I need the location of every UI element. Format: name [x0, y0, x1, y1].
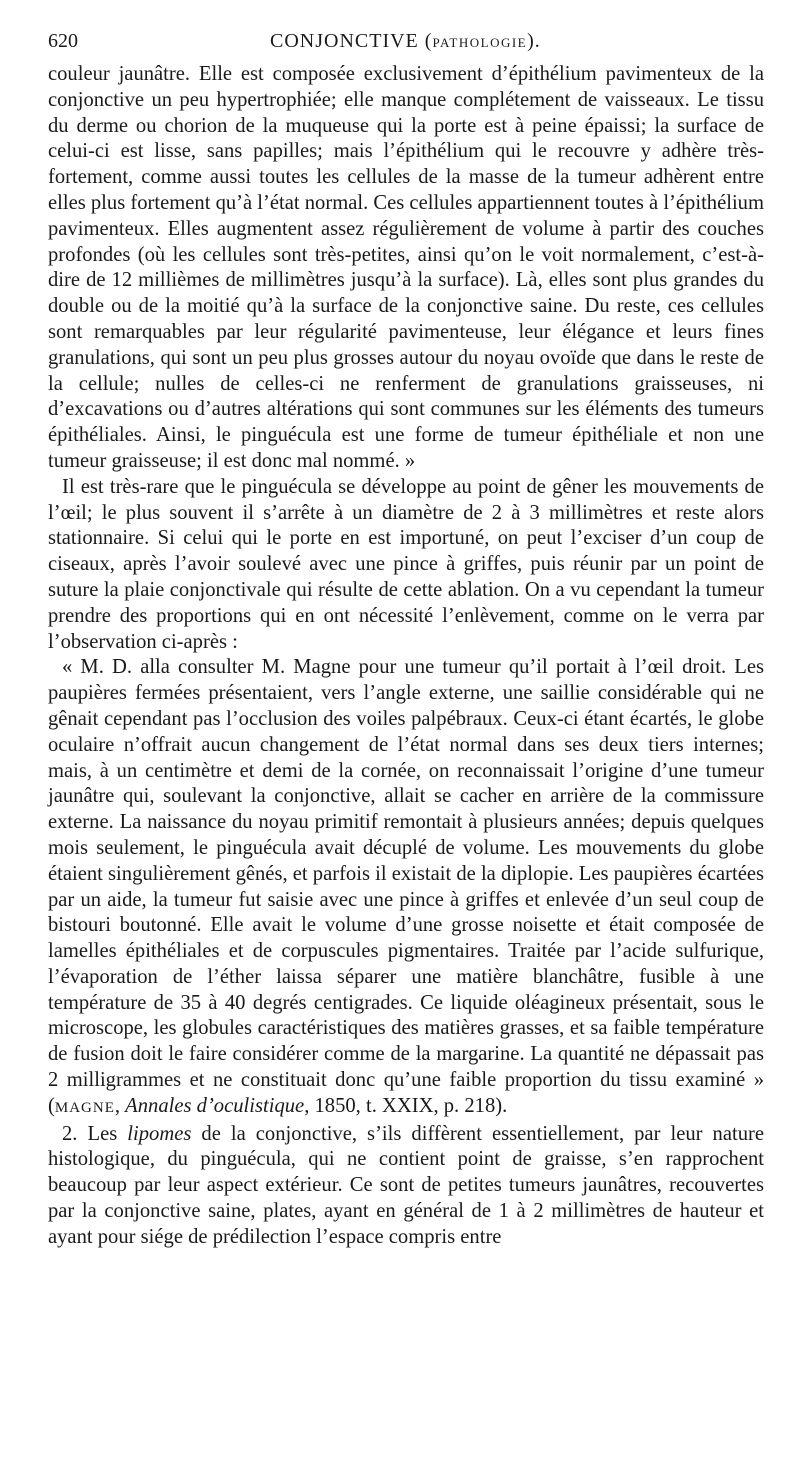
- page-number: 620: [48, 30, 78, 52]
- lipomes-text: de la conjonctive, s’ils diffèrent essentiellement, par leur nature histologique, du pinguécula, qui ne contient point de graisse, s’en rapprochent beaucoup par leur aspect extérieur. Ce sont de petites tumeurs jaunâtres, recouvertes par la conjonctive saine, plates, ayant en général de 1 à 2 millimètres de hauteur et ayant pour siége de prédilection l’espace compris entre: [48, 1122, 764, 1248]
- paragraph-lipomes: [48, 1122, 764, 1251]
- running-head-end: ).: [527, 30, 541, 52]
- citation-end: , 1850, t. XXIX, p. 218).: [304, 1094, 508, 1117]
- lipomes-term: lipomes: [127, 1122, 192, 1145]
- lipomes-number: 2. Les: [62, 1122, 128, 1145]
- running-head: [270, 30, 541, 53]
- citation-author: MAGNE: [54, 1099, 115, 1116]
- running-head-section: PATHOLOGIE: [432, 35, 528, 50]
- body-text: [48, 62, 764, 1251]
- observation-text: « M. D. alla consulter M. Magne pour une tumeur qu’il portait à l’œil droit. Les paupières fermées présentaient, vers l’angle externe, une saillie considérable qui ne gênait cependant pas l’occlusion des voiles palpébraux. Ceux-ci étant écartés, le globe oculaire n’offrait aucun changement de l’état normal dans ses deux tiers internes; mais, à un centimètre et demi de la cornée, on reconnaissait l’origine d’une tumeur jaunâtre qui, soulevant la conjonctive, allait se cacher en arrière de la commissure externe. La naissance du noyau primitif remontait à plusieurs années; depuis quelques mois seulement, le pinguécula avait décuplé de volume. Les mouvements du globe étaient singulièrement gênés, et parfois il existait de la diplopie. Les paupières écartées par un aide, la tumeur fut saisie avec une pince à griffes et enlevée d’un seul coup de bistouri boutonné. Elle avait le volume d’une grosse noisette et était composée de lamelles épithéliales et de corpuscules pigmentaires. Traitée par l’acide sulfurique, l’évaporation de l’éther laissa séparer une matière blanchâtre, fusible à une température de 35 à 40 degrés centigrades. Ce liquide oléagineux présentait, sous le microscope, les globules caractéristiques des matières grasses, et sa faible température de fusion doit le faire considérer comme de la margarine. La quantité ne dépassait pas 2 milligrammes et ne constituait donc qu’une faible proportion du tissu examiné » (: [48, 656, 764, 1117]
- paragraph-continuation: couleur jaunâtre. Elle est composée exclusivement d’épithélium pavimenteux de la conjonctive un peu hypertrophiée; elle manque complétement de vaisseaux. Le tissu du derme ou chorion de la muqueuse qui la porte est à peine épaissi; la surface de celui-ci est lisse, sans papilles; mais l’épithélium qui le recouvre y adhère très-fortement, comme aussi toutes les cellules de la masse de la tumeur adhèrent entre elles plus fortement qu’à l’état normal. Ces cellules appartiennent toutes à l’épithélium pavimenteux. Elles augmentent assez régulièrement de volume à partir des couches profondes (où les cellules sont très-petites, ainsi qu’on le voit normalement, c’est-à-dire de 12 millièmes de millimètres jusqu’à la surface). Là, elles sont plus grandes du double ou de la moitié qu’à la surface de la conjonctive saine. Du reste, ces cellules sont remarquables par leur régularité pavimenteuse, leur élégance et leurs fines granulations, qui sont un peu plus grosses autour du noyau ovoïde que dans le reste de la cellule; nulles de celles-ci ne renferment de granulations graisseuses, ni d’excavations ou d’autres altérations qui sont communes sur les éléments des tumeurs épithéliales. Ainsi, le pinguécula est une forme de tumeur épithéliale et non une tumeur graisseuse; il est donc mal nommé. »: [48, 63, 764, 472]
- citation-separator: ,: [114, 1094, 126, 1117]
- paragraph-observation: [48, 655, 764, 1121]
- book-page: [48, 22, 764, 1251]
- citation-journal: Annales d’oculistique: [125, 1094, 305, 1117]
- running-head-title: CONJONCTIVE (: [270, 30, 433, 52]
- paragraph-growth: Il est très-rare que le pinguécula se développe au point de gêner les mouvements de l’œil; le plus souvent il s’arrête à un diamètre de 2 à 3 millimètres et reste alors stationnaire. Si celui qui le porte en est importuné, on peut l’exciser d’un coup de ciseaux, après l’avoir soulevé avec une pince à griffes, puis réunir par un point de suture la plaie conjonctivale qui résulte de cette ablation. On a vu cependant la tumeur prendre des proportions qui en ont nécessité l’enlèvement, comme on le verra par l’observation ci-après :: [48, 475, 764, 653]
- page-header: [48, 22, 764, 62]
